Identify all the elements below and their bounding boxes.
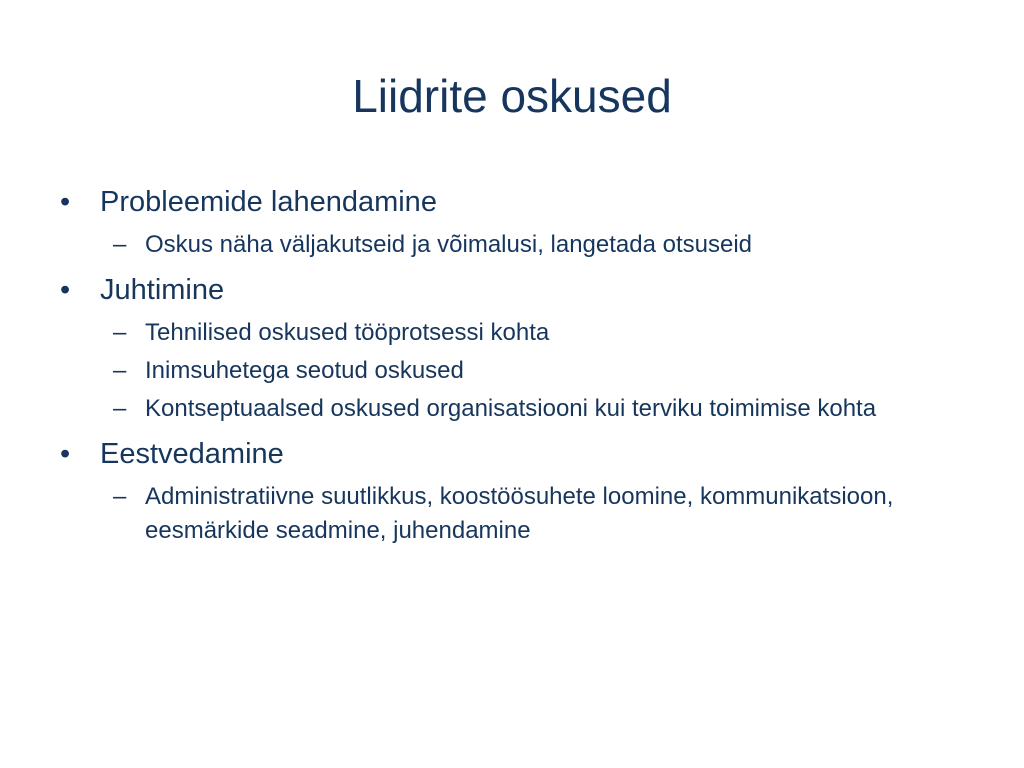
sub-item-label: Administratiivne suutlikkus, koostöösuhete loomine, kommunikatsioon, eesmärkide seadmine, juhendamine	[145, 483, 894, 544]
sub-list	[60, 228, 960, 262]
bullet-label: Juhtimine	[100, 274, 225, 306]
bullet-label: Eestvedamine	[100, 438, 284, 470]
bullet-item-problem-solving	[60, 180, 960, 224]
dash-icon: –	[113, 357, 127, 384]
bullet-item-management	[60, 268, 960, 312]
sub-item-label: Tehnilised oskused tööprotsessi kohta	[145, 319, 550, 346]
dash-icon: –	[113, 483, 127, 510]
dash-icon: –	[113, 231, 127, 258]
sub-item-label: Kontseptuaalsed oskused organisatsiooni kui terviku toimimise kohta	[145, 395, 877, 422]
slide-title: Liidrite oskused	[352, 70, 672, 122]
sub-item	[60, 228, 960, 262]
dash-icon: –	[113, 319, 127, 346]
sub-item	[60, 392, 960, 426]
sub-list	[60, 480, 960, 548]
bullet-icon: •	[60, 274, 71, 306]
bullet-list	[60, 180, 960, 550]
bullet-icon: •	[60, 186, 71, 218]
dash-icon: –	[113, 395, 127, 422]
sub-list	[60, 316, 960, 426]
sub-item	[60, 480, 960, 548]
sub-item	[60, 354, 960, 388]
sub-item-label: Inimsuhetega seotud oskused	[145, 357, 464, 384]
bullet-item-leadership	[60, 432, 960, 476]
sub-item-label: Oskus näha väljakutseid ja võimalusi, langetada otsuseid	[145, 231, 753, 258]
bullet-label: Probleemide lahendamine	[100, 186, 437, 218]
bullet-icon: •	[60, 438, 71, 470]
sub-item	[60, 316, 960, 350]
